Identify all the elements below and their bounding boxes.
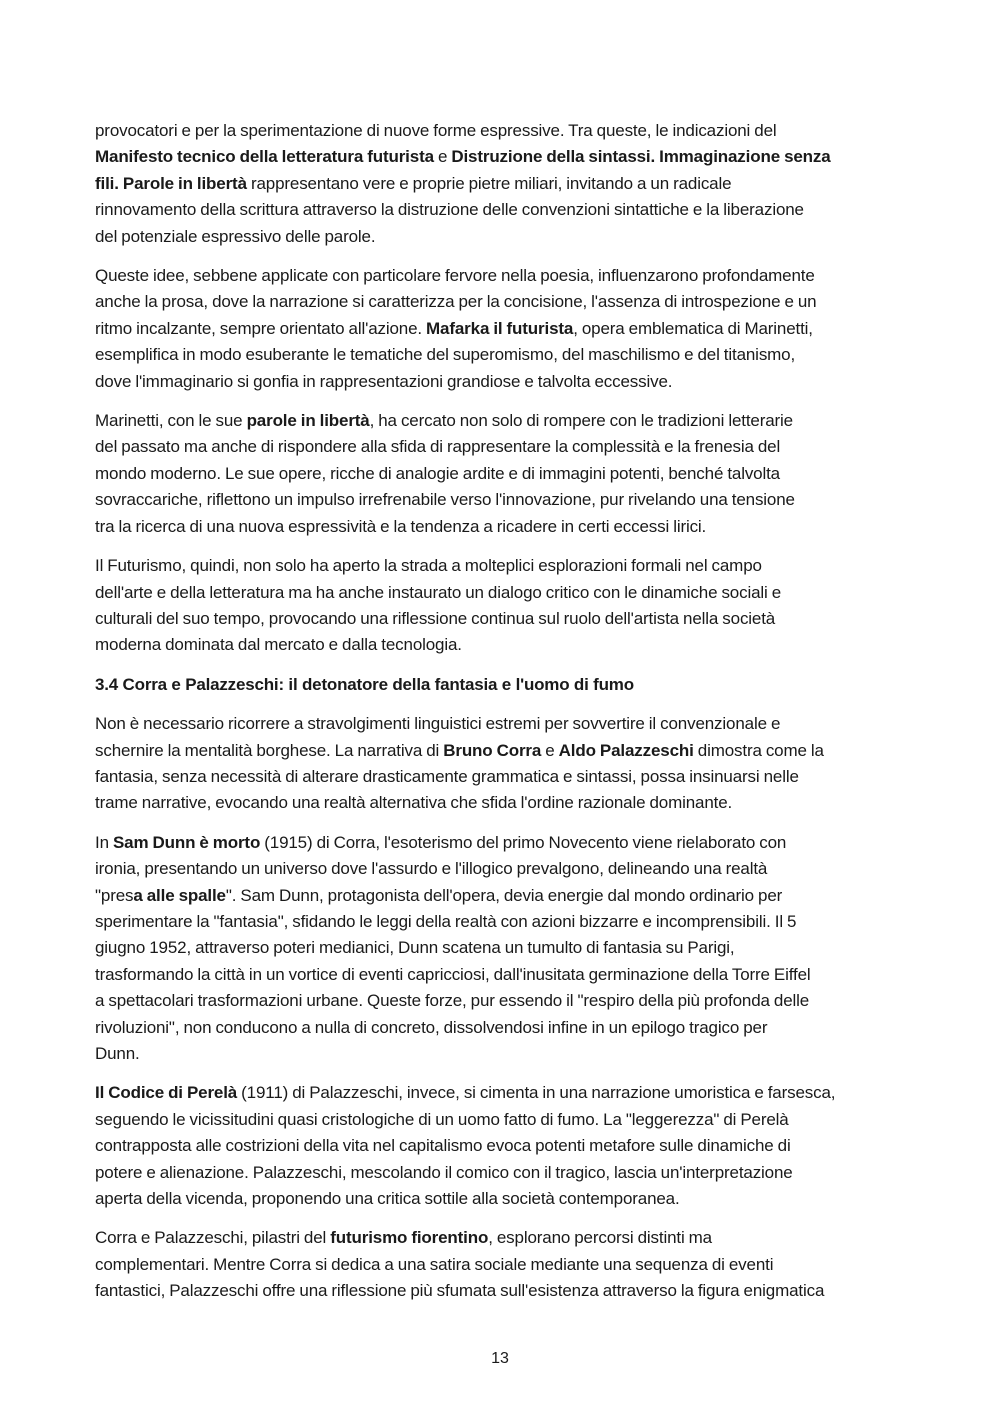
text-line: potere e alienazione. Palazzeschi, mescolando il comico con il tragico, lascia un'interpretazione [95,1162,793,1182]
text-line: "presa alle spalle". Sam Dunn, protagonista dell'opera, devia energie dal mondo ordinario per [95,885,783,905]
text-line: a spettacolari trasformazioni urbane. Queste forze, pur essendo il "respiro della più profonda delle [95,991,810,1011]
page-body [95,118,907,1318]
text-line: sovraccariche, riflettono un impulso irrefrenabile verso l'innovazione, pur rivelando una tensione [95,490,795,510]
text-line: rivoluzioni", non conducono a nulla di concreto, dissolvendosi infine in un epilogo tragico per [95,1017,768,1037]
bold-title: Sam Dunn è morto [112,832,261,852]
bold-title: Aldo Palazzeschi [558,740,694,760]
text-line: dell'arte e della letteratura ma ha anche instaurato un dialogo critico con le dinamiche sociali e [95,582,782,602]
text-line: provocatori e per la sperimentazione di nuove forme espressive. Tra queste, le indicazioni del [95,121,777,140]
bold-title: fili. Parole in libertà [95,173,247,193]
text-line: aperta della vicenda, proponendo una critica sottile alla società contemporanea. [95,1189,680,1209]
text-line: culturali del suo tempo, provocando una riflessione continua sul ruolo dell'artista nella società [95,608,776,628]
text-line: esemplifica in modo esuberante le tematiche del superomismo, del maschilismo e del titanismo, [95,345,796,365]
bold-title: Distruzione della sintassi. Immaginazione senza [451,147,831,167]
text-line: ironia, presentando un universo dove l'assurdo e l'illogico prevalgono, delineando una realtà [95,859,768,879]
bold-title: Bruno Corra [443,740,542,760]
text-line: anche la prosa, dove la narrazione si caratterizza per la concisione, l'assenza di introspezione e un [95,292,817,312]
text-line: sperimentare la "fantasia", sfidando le leggi della realtà con azioni bizzarre e incomprensibili. Il 5 [95,911,797,931]
text-line: fili. Parole in libertà rappresentano vere e proprie pietre miliari, invitando a un radicale [95,173,732,193]
text-line: fantastici, Palazzeschi offre una riflessione più sfumata sull'esistenza attraverso la figura enigmatica [95,1281,825,1301]
text-line: rinnovamento della scrittura attraverso la distruzione delle convenzioni sintattiche e la liberazione [95,200,804,220]
text-line: del passato ma anche di rispondere alla sfida di rappresentare la complessità e la frenesia del [95,437,781,457]
body-paragraph [95,553,907,659]
text-line: moderna dominata dal mercato e dalla tecnologia. [95,635,462,655]
text-line: trasformando la città in un vortice di eventi capricciosi, dall'inusitata germinazione della Torre Eiffel [95,964,811,984]
text-line: Il Futurismo, quindi, non solo ha aperto la strada a molteplici esplorazioni formali nel campo [95,556,762,576]
page-number: 13 [491,1350,509,1367]
bold-title: a alle spalle [133,885,226,905]
text-line: Marinetti, con le sue parole in libertà, ha cercato non solo di rompere con le tradizioni letterarie [95,411,793,431]
bold-title: parole in libertà [246,411,370,431]
text-line: fantasia, senza necessità di alterare drasticamente grammatica e sintassi, possa insinuarsi nelle [95,766,799,786]
text-line: giugno 1952, attraverso poteri medianici, Dunn scatena un tumulto di fantasia su Parigi, [95,938,735,958]
body-paragraph [95,830,907,1068]
body-paragraph [95,711,907,817]
section-heading: 3.4 Corra e Palazzeschi: il detonatore della fantasia e l'uomo di fumo [95,674,634,694]
text-line: complementari. Mentre Corra si dedica a una satira sociale mediante una sequenza di eventi [95,1254,774,1274]
text-line: seguendo le vicissitudini quasi cristologiche di un uomo fatto di fumo. La "leggerezza" di Perelà [95,1109,789,1129]
text-line: Queste idee, sebbene applicate con particolare fervore nella poesia, influenzarono profondamente [95,266,815,286]
text-line: ritmo incalzante, sempre orientato all'azione. Mafarka il futurista, opera emblematica di Marinetti, [95,318,813,338]
text-line: del potenziale espressivo delle parole. [95,226,376,246]
text-line: Il Codice di Perelà (1911) di Palazzeschi, invece, si cimenta in una narrazione umoristica e farsesca, [95,1083,836,1103]
body-paragraph [95,263,907,395]
bold-title: Mafarka il futurista [426,318,574,338]
text-line: Dunn. [95,1044,140,1063]
text-line: Manifesto tecnico della letteratura futurista e Distruzione della sintassi. Immaginazione senza [95,147,831,167]
text-line: Corra e Palazzeschi, pilastri del futurismo fiorentino, esplorano percorsi distinti ma [95,1228,712,1248]
text-line: In Sam Dunn è morto (1915) di Corra, l'esoterismo del primo Novecento viene rielaborato con [95,832,787,852]
bold-title: futurismo fiorentino [330,1228,489,1248]
body-paragraph [95,118,907,250]
body-paragraph [95,408,907,540]
body-paragraph [95,1225,907,1304]
text-line: Non è necessario ricorrere a stravolgimenti linguistici estremi per sovvertire il convenzionale e [95,714,781,734]
body-paragraph [95,1080,907,1212]
text-line: contrapposta alle costrizioni della vita nel capitalismo evoca potenti metafore sulle dinamiche di [95,1136,791,1156]
bold-title: Manifesto tecnico della letteratura futurista [95,147,434,167]
text-line: trame narrative, evocando una realtà alternativa che sfida l'ordine razionale dominante. [95,793,733,813]
bold-title: Il Codice di Perelà [95,1083,238,1103]
text-line: dove l'immaginario si gonfia in rappresentazioni grandiose e talvolta eccessive. [95,371,673,391]
text-line: mondo moderno. Le sue opere, ricche di analogie ardite e di immagini potenti, benché talvolta [95,463,780,483]
text-line: tra la ricerca di una nuova espressività e la tendenza a ricadere in certi eccessi lirici. [95,516,707,536]
text-line: schernire la mentalità borghese. La narrativa di Bruno Corra e Aldo Palazzeschi dimostra come la [95,740,824,760]
